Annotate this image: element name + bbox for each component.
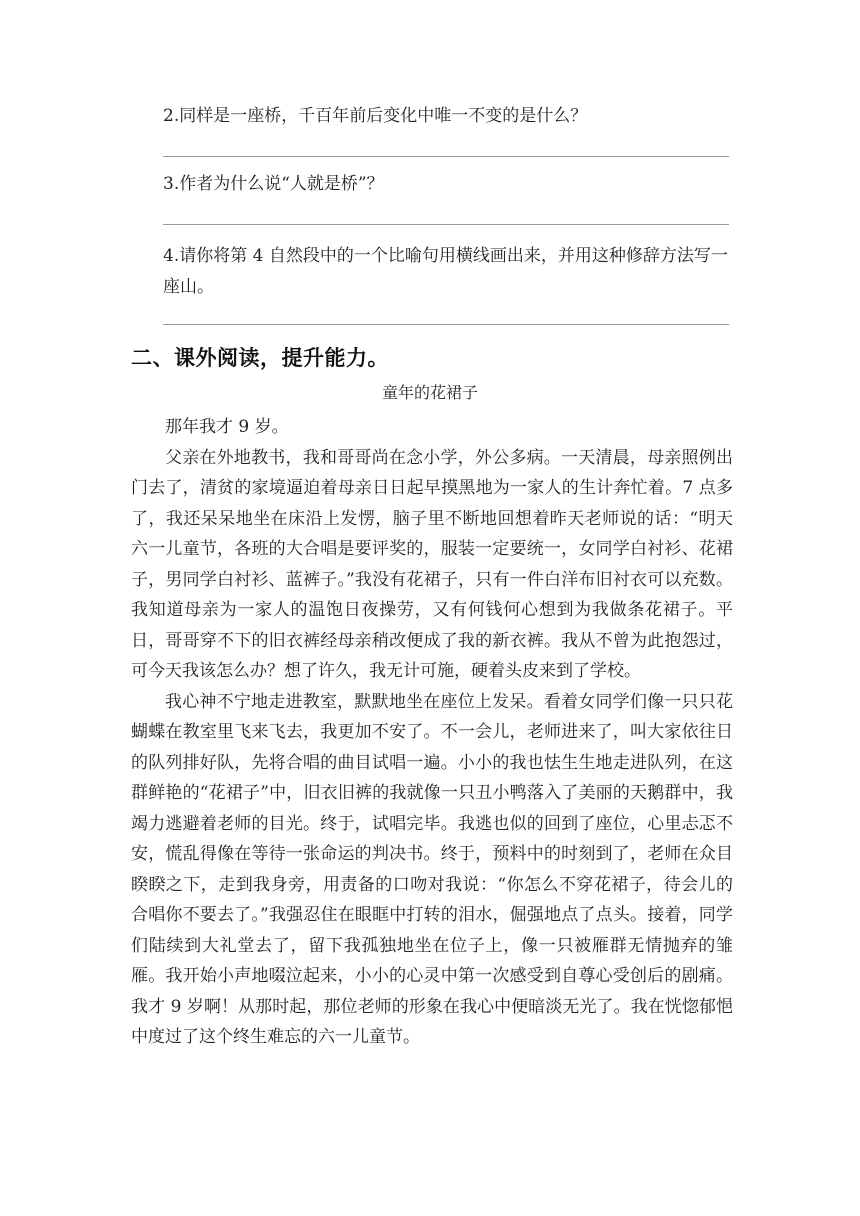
article-title: 童年的花裙子 <box>381 383 478 402</box>
article-paragraph-3: 我心神不宁地走进教室，默默地坐在座位上发呆。看着女同学们像一只只花蝴蝶在教室里飞来飞去，我更加不安了。不一会儿，老师进来了，叫大家依往日的队列排好队，先将合唱的曲目试唱一遍。小小的我也怯生生地走进队列，在这群鲜艳的“花裙子”中，旧衣旧裤的我就像一只丑小鸭落入了美丽的天鹅群中，我竭力逃避着老师的目光。终于，试唱完毕。我逃也似的回到了座位，心里忐忑不安，慌乱得像在等待一张命运的判决书。终于，预料中的时刻到了，老师在众目睽睽之下，走到我身旁，用责备的口吻对我说：“你怎么不穿花裙子，待会儿的合唱你不要去了。”我强忍住在眼眶中打转的泪水，倔强地点了点头。接着，同学们陆续到大礼堂去了，留下我孤独地坐在位子上，像一只被雁群无情抛弃的雏雁。我开始小声地啜泣起来，小小的心灵中第一次感受到自尊心受创后的剧痛。我才 9 岁啊！从那时起，那位老师的形象在我心中便暗淡无光了。我在恍惚郁悒中度过了这个终生难忘的六一儿童节。 <box>131 691 733 1047</box>
article-paragraph-2: 父亲在外地教书，我和哥哥尚在念小学，外公多病。一天清晨，母亲照例出门去了，清贫的家境逼迫着母亲日日起早摸黑地为一家人的生计奔忙着。7 点多了，我还呆呆地坐在床沿上发愣，脑子里不断地回想着昨天老师说的话：“明天六一儿童节，各班的大合唱是要评奖的，服装一定要统一，女同学白衬衫、花裙子，男同学白衬衫、蓝裤子。”我没有花裙子，只有一件白洋布旧衬衣可以充数。我知道母亲为一家人的温饱日夜操劳，又有何钱何心想到为我做条花裙子。平日，哥哥穿不下的旧衣裤经母亲稍改便成了我的新衣裤。我从不曾为此抱怨过，可今天我该怎么办？想了许久，我无计可施，硬着头皮来到了学校。 <box>131 447 733 681</box>
article-body <box>131 412 733 1053</box>
question-4: 4.请你将第 4 自然段中的一个比喻句用横线画出来，并用这种修辞方法写一座山。 <box>163 246 728 297</box>
answer-line-4 <box>163 324 729 325</box>
question-3: 3.作者为什么说“人就是桥”？ <box>163 174 384 194</box>
section-heading: 二、课外阅读，提升能力。 <box>131 346 389 370</box>
answer-line-3 <box>163 224 729 225</box>
article-paragraph-1: 那年我才 9 岁。 <box>165 417 289 437</box>
question-2: 2.同样是一座桥，千百年前后变化中唯一不变的是什么？ <box>163 106 588 126</box>
answer-line-2 <box>163 156 729 157</box>
